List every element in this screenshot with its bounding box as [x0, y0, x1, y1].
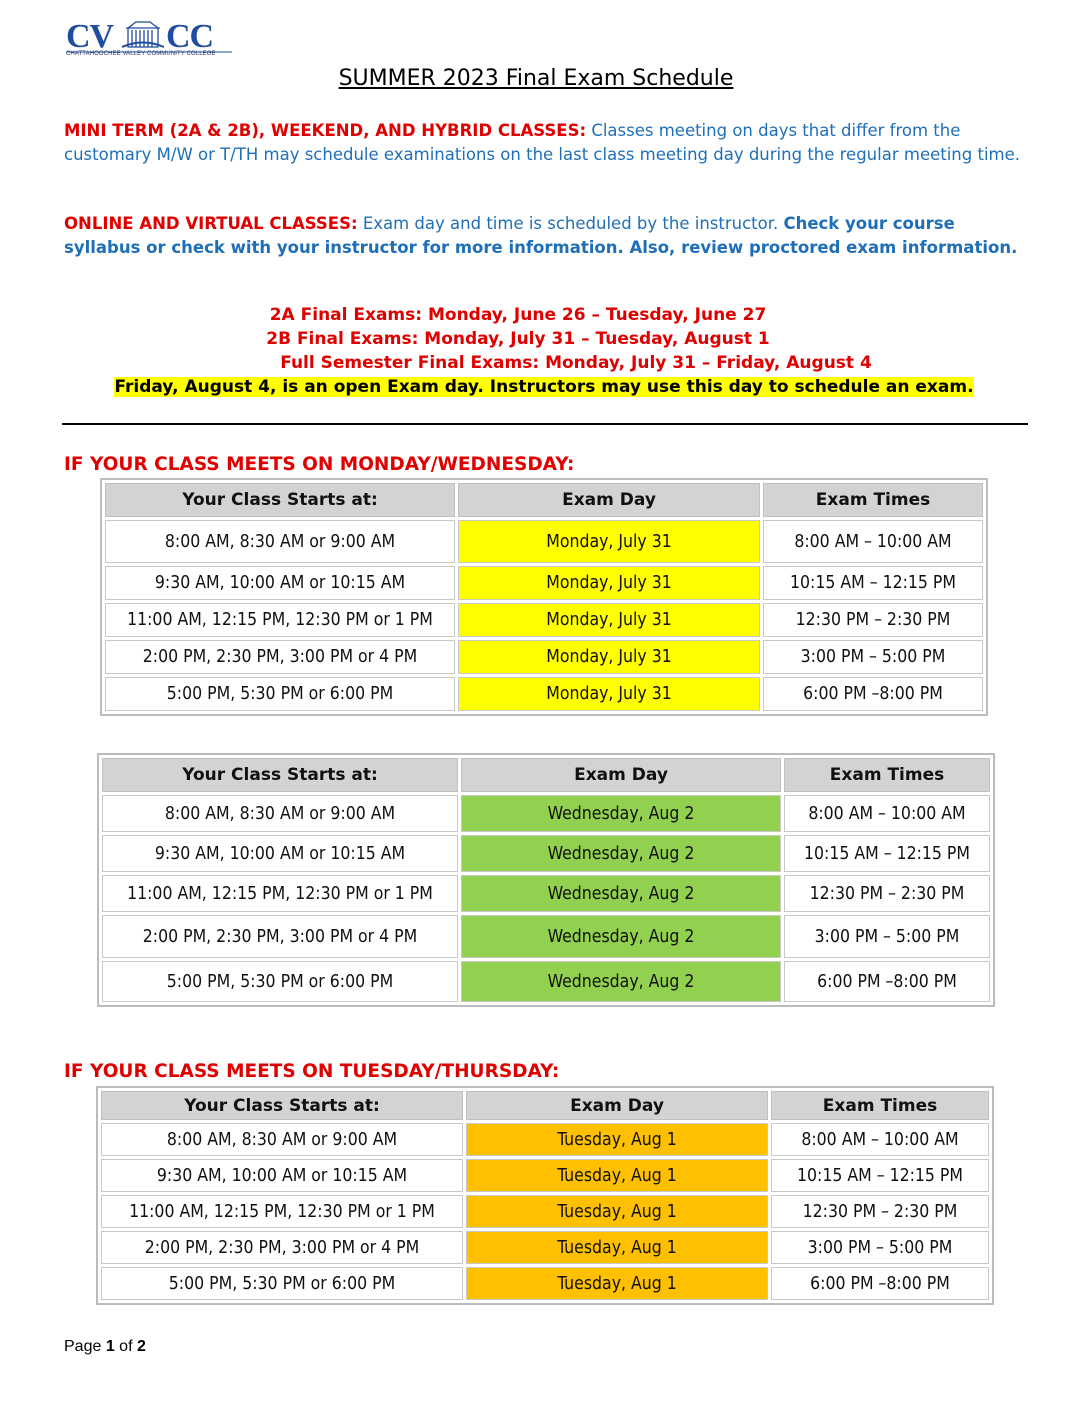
column-header-exam-day: Exam Day [466, 1091, 768, 1120]
exam-time-cell: 3:00 PM – 5:00 PM [784, 915, 990, 958]
exam-date-2b: 2B Final Exams: Monday, July 31 – Tuesday, August 1 [266, 329, 770, 349]
exam-day-cell: Monday, July 31 [458, 677, 760, 711]
open-day-note: Friday, August 4, is an open Exam day. Instructors may use this day to schedule an exam. [114, 377, 974, 397]
class-start-cell: 5:00 PM, 5:30 PM or 6:00 PM [105, 677, 455, 711]
tuesday-thursday-heading: IF YOUR CLASS MEETS ON TUESDAY/THURSDAY: [64, 1061, 560, 1082]
open-day-note-wrapper [0, 377, 1088, 397]
table-row [102, 961, 990, 1002]
monday-exam-table [100, 478, 988, 716]
table-row [101, 1267, 989, 1300]
online-text: Exam day and time is scheduled by the instructor. [362, 214, 779, 233]
exam-time-cell: 6:00 PM –8:00 PM [771, 1267, 989, 1300]
exam-time-cell: 8:00 AM – 10:00 AM [771, 1123, 989, 1156]
footer-prefix: Page [64, 1338, 106, 1355]
class-start-cell: 9:30 AM, 10:00 AM or 10:15 AM [102, 835, 458, 872]
logo-subtitle: CHATTAHOOCHEE VALLEY COMMUNITY COLLEGE [66, 51, 216, 57]
current-page: 1 [105, 1338, 115, 1355]
mini-term-paragraph [64, 119, 1034, 167]
exam-time-cell: 12:30 PM – 2:30 PM [784, 875, 990, 912]
exam-time-cell: 12:30 PM – 2:30 PM [771, 1195, 989, 1228]
total-pages: 2 [136, 1338, 146, 1355]
exam-day-cell: Wednesday, Aug 2 [461, 915, 781, 958]
exam-day-cell: Tuesday, Aug 1 [466, 1159, 768, 1192]
column-header-class-start: Your Class Starts at: [101, 1091, 463, 1120]
class-start-cell: 8:00 AM, 8:30 AM or 9:00 AM [102, 795, 458, 832]
exam-day-cell: Monday, July 31 [458, 566, 760, 600]
class-start-cell: 5:00 PM, 5:30 PM or 6:00 PM [101, 1267, 463, 1300]
exam-day-cell: Wednesday, Aug 2 [461, 835, 781, 872]
table-row [105, 603, 983, 637]
exam-date-full-semester: Full Semester Final Exams: Monday, July 31 – Friday, August 4 [280, 353, 872, 373]
table-row [101, 1195, 989, 1228]
class-start-cell: 2:00 PM, 2:30 PM, 3:00 PM or 4 PM [102, 915, 458, 958]
class-start-cell: 9:30 AM, 10:00 AM or 10:15 AM [105, 566, 455, 600]
table-row [102, 875, 990, 912]
exam-date-2a: 2A Final Exams: Monday, June 26 – Tuesday, June 27 [269, 305, 767, 325]
class-start-cell: 11:00 AM, 12:15 PM, 12:30 PM or 1 PM [101, 1195, 463, 1228]
exam-day-cell: Monday, July 31 [458, 520, 760, 563]
table-row [102, 835, 990, 872]
column-header-exam-times: Exam Times [771, 1091, 989, 1120]
class-start-cell: 2:00 PM, 2:30 PM, 3:00 PM or 4 PM [105, 640, 455, 674]
exam-day-cell: Monday, July 31 [458, 640, 760, 674]
monday-wednesday-heading: IF YOUR CLASS MEETS ON MONDAY/WEDNESDAY: [64, 454, 575, 475]
footer-middle: of [114, 1338, 137, 1355]
exam-time-cell: 3:00 PM – 5:00 PM [763, 640, 983, 674]
exam-day-cell: Wednesday, Aug 2 [461, 875, 781, 912]
class-start-cell: 8:00 AM, 8:30 AM or 9:00 AM [101, 1123, 463, 1156]
exam-time-cell: 8:00 AM – 10:00 AM [763, 520, 983, 563]
exam-day-cell: Wednesday, Aug 2 [461, 795, 781, 832]
exam-day-cell: Tuesday, Aug 1 [466, 1231, 768, 1264]
exam-time-cell: 6:00 PM –8:00 PM [784, 961, 990, 1002]
table-row [105, 566, 983, 600]
class-start-cell: 5:00 PM, 5:30 PM or 6:00 PM [102, 961, 458, 1002]
svg-text:CV: CV [66, 18, 114, 55]
exam-time-cell: 10:15 AM – 12:15 PM [763, 566, 983, 600]
horizontal-divider [62, 423, 1028, 425]
table-row [105, 677, 983, 711]
svg-text:CC: CC [166, 18, 214, 55]
table-header-row [101, 1091, 989, 1120]
exam-day-cell: Monday, July 31 [458, 603, 760, 637]
column-header-class-start: Your Class Starts at: [102, 758, 458, 792]
column-header-class-start: Your Class Starts at: [105, 483, 455, 517]
exam-time-cell: 10:15 AM – 12:15 PM [784, 835, 990, 872]
table-row [102, 915, 990, 958]
page-number-footer [64, 1338, 146, 1356]
tuesday-exam-table [96, 1086, 994, 1305]
online-bold-text: Check your course syllabus or check with your instructor for more information. Also, review proctored exam information. [64, 214, 1018, 257]
column-header-exam-times: Exam Times [763, 483, 983, 517]
table-row [101, 1231, 989, 1264]
table-row [101, 1159, 989, 1192]
mini-term-heading: MINI TERM (2A & 2B), WEEKEND, AND HYBRID CLASSES: [64, 121, 587, 140]
table-row [102, 795, 990, 832]
table-row [105, 640, 983, 674]
exam-day-cell: Tuesday, Aug 1 [466, 1123, 768, 1156]
exam-time-cell: 10:15 AM – 12:15 PM [771, 1159, 989, 1192]
column-header-exam-day: Exam Day [458, 483, 760, 517]
exam-time-cell: 6:00 PM –8:00 PM [763, 677, 983, 711]
column-header-exam-times: Exam Times [784, 758, 990, 792]
table-row [101, 1123, 989, 1156]
exam-day-cell: Tuesday, Aug 1 [466, 1195, 768, 1228]
exam-time-cell: 8:00 AM – 10:00 AM [784, 795, 990, 832]
exam-time-cell: 12:30 PM – 2:30 PM [763, 603, 983, 637]
online-paragraph [64, 212, 1034, 260]
page-title: SUMMER 2023 Final Exam Schedule [338, 66, 734, 91]
exam-day-cell: Tuesday, Aug 1 [466, 1267, 768, 1300]
class-start-cell: 11:00 AM, 12:15 PM, 12:30 PM or 1 PM [102, 875, 458, 912]
exam-day-cell: Wednesday, Aug 2 [461, 961, 781, 1002]
exam-time-cell: 3:00 PM – 5:00 PM [771, 1231, 989, 1264]
class-start-cell: 2:00 PM, 2:30 PM, 3:00 PM or 4 PM [101, 1231, 463, 1264]
table-header-row [102, 758, 990, 792]
table-row [105, 520, 983, 563]
online-heading: ONLINE AND VIRTUAL CLASSES: [64, 214, 358, 233]
wednesday-exam-table [97, 753, 995, 1007]
column-header-exam-day: Exam Day [461, 758, 781, 792]
table-header-row [105, 483, 983, 517]
class-start-cell: 8:00 AM, 8:30 AM or 9:00 AM [105, 520, 455, 563]
mini-term-text: Classes meeting on days that differ from the customary M/W or T/TH may schedule examinations on the last class meeting day during the regular meeting time. [64, 121, 1020, 164]
class-start-cell: 9:30 AM, 10:00 AM or 10:15 AM [101, 1159, 463, 1192]
class-start-cell: 11:00 AM, 12:15 PM, 12:30 PM or 1 PM [105, 603, 455, 637]
